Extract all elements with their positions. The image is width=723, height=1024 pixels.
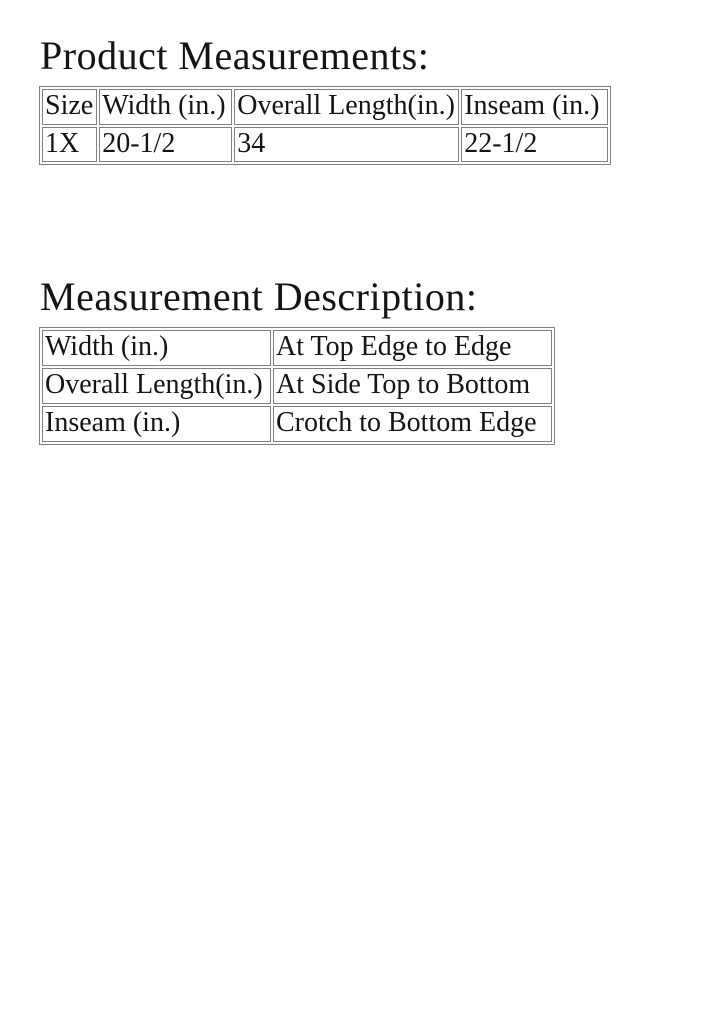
product-measurements-table bbox=[39, 86, 611, 166]
cell-overall-length-value: 34 bbox=[234, 127, 459, 163]
header-cell-width: Width (in.) bbox=[99, 89, 232, 125]
desc-text-width: At Top Edge to Edge bbox=[273, 330, 552, 366]
header-cell-size: Size bbox=[42, 89, 97, 125]
header-cell-overall-length: Overall Length(in.) bbox=[234, 89, 459, 125]
header-cell-inseam: Inseam (in.) bbox=[461, 89, 608, 125]
measurement-description-table bbox=[39, 327, 555, 444]
cell-width-value: 20-1/2 bbox=[99, 127, 232, 163]
desc-label-inseam: Inseam (in.) bbox=[42, 406, 271, 442]
table-row bbox=[42, 406, 552, 442]
table-row bbox=[42, 330, 552, 366]
measurement-description-title: Measurement Description: bbox=[40, 274, 478, 320]
page-content bbox=[39, 34, 703, 445]
table-header-row bbox=[42, 89, 608, 125]
desc-text-overall-length: At Side Top to Bottom bbox=[273, 368, 552, 404]
cell-inseam-value: 22-1/2 bbox=[461, 127, 608, 163]
desc-label-overall-length: Overall Length(in.) bbox=[42, 368, 271, 404]
table-row bbox=[42, 127, 608, 163]
desc-label-width: Width (in.) bbox=[42, 330, 271, 366]
table-row bbox=[42, 368, 552, 404]
desc-text-inseam: Crotch to Bottom Edge bbox=[273, 406, 552, 442]
cell-size-value: 1X bbox=[42, 127, 97, 163]
product-measurements-title: Product Measurements: bbox=[40, 33, 430, 78]
